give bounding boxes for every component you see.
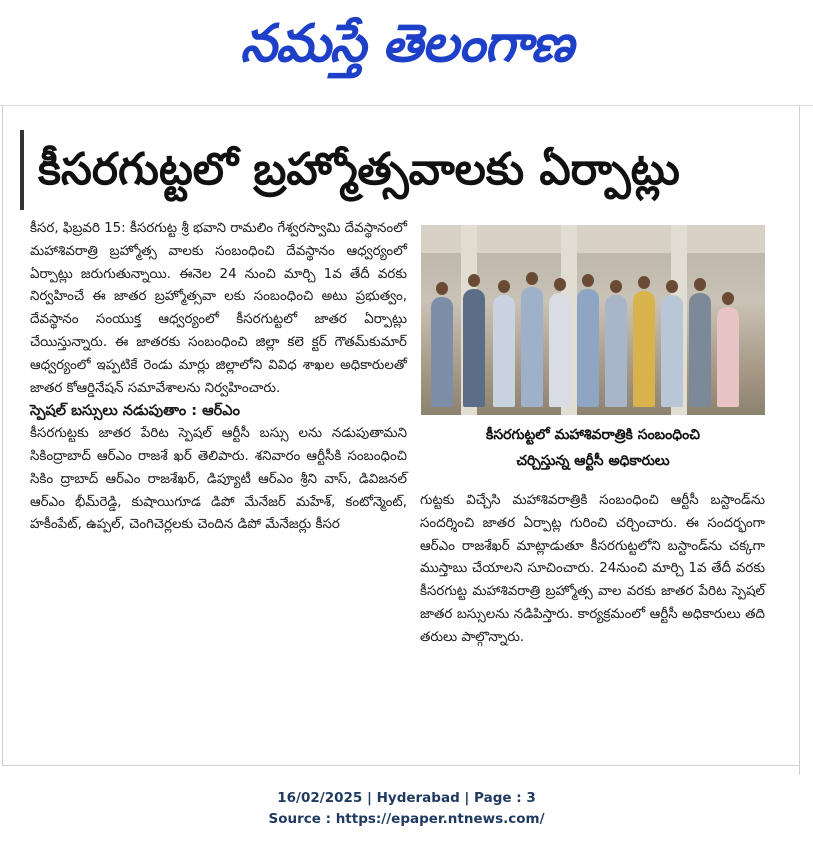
- photo-person: [577, 289, 599, 407]
- page-footer: [0, 788, 813, 830]
- photo-person-head: [666, 280, 678, 293]
- photo-person-head: [498, 280, 510, 293]
- photo-caption-line2: చర్చిస్తున్న ఆర్టీసీ అధికారులు: [516, 453, 670, 469]
- page-border-left: [2, 105, 3, 765]
- photo-person: [661, 295, 683, 407]
- page-border-right: [799, 105, 800, 775]
- photo-person-head: [554, 278, 566, 291]
- photo-person: [633, 291, 655, 407]
- newspaper-masthead: నమస్తే తెలంగాణ: [240, 13, 573, 74]
- paragraph-intro: కీసర, ఫిబ్రవరి 15: కీసరగుట్ట శ్రీ భవాని రామలిం గేశ్వరస్వామి దేవస్థానంలో మహాశివరాత్రి బ్రహ్మోత్స వాలకు సంబంధించి దేవస్థానం ఆధ్వర్యంలో ఏర్పాట్లు జరుగుతున్నాయి. ఈనెల 24 నుంచి మార్చి 1వ తేదీ వరకు నిర్వహించే ఈ జాతర బ్రహ్మోత్సవా లకు సంబంధించి అటు ప్రభుత్వం, దేవస్థానం సంయుక్త ఆధ్వర్యంలో కీసరగుట్టలో జాతర ఏర్పాట్లు చేయిస్తున్నారు. ఈ జాతరకు సంబంధించి జిల్లా కలె క్టర్ గౌతమ్‌కుమార్ ఆధ్వర్యంలో ఇప్పటికే రెండు మార్లు జిల్లాలోని వివిధ శాఖల అధికారులతో జాతర కోఆర్డినేషన్ సమావేశాలను నిర్వహించారు.: [30, 221, 407, 396]
- footer-date-edition: 16/02/2025 | Hyderabad | Page : 3: [277, 790, 536, 806]
- photo-caption-line1: కీసరగుట్టలో మహాశివరాత్రికి సంబంధించి: [486, 427, 700, 443]
- photo-person: [689, 293, 711, 407]
- article-headline: కీసరగుట్టలో బ్రహ్మోత్సవాలకు ఏర్పాట్లు: [20, 130, 798, 210]
- news-photo: [421, 225, 765, 415]
- photo-person-head: [436, 282, 448, 295]
- photo-person-head: [468, 274, 480, 287]
- page-border-top: [0, 105, 813, 106]
- page-border-bottom: [2, 765, 800, 766]
- photo-person-head: [694, 278, 706, 291]
- photo-person: [605, 295, 627, 407]
- article-body-right: గుట్టకు విచ్చేసి మహాశివరాత్రికి సంబంధించి ఆర్టీసీ బస్టాండ్‌ను సందర్శించి జాతర ఏర్పాట్ల గురించి చర్చించారు. ఈ సందర్భంగా ఆర్‌ఎం రాజశేఖర్ మాట్లాడుతూ కీసరగుట్టలోని బస్టాండ్‌ను చక్కగా ముస్తాబు చేయాలని సూచించారు. 24నుంచి మార్చి 1వ తేదీ వరకు కీసరగుట్ట మహాశివరాత్రి బ్రహ్మోత్స వాల వరకు జాతర పేరిట స్పెషల్ జాతర బస్సులను నడిపిస్తారు. కార్యక్రమంలో ఆర్టీసీ అధికారులు తది తరులు పాల్గొన్నారు.: [420, 493, 765, 645]
- photo-person-head: [722, 292, 734, 305]
- article-body-left: [30, 218, 407, 537]
- photo-person: [463, 289, 485, 407]
- paragraph-buses: కీసరగుట్టకు జాతర పేరిట స్పెషల్ ఆర్టీసీ బస్సు లను నడుపుతామని సికింద్రాబాద్ ఆర్‌ఎం రాజశే ఖర్ తెలిపారు. శనివారం ఆర్టీసీకి సంబంధించి సికిం ద్రాబాద్ ఆర్‌ఎం రాజశేఖర్, డిప్యూటీ ఆర్‌ఎం శ్రీని వాస్, డివిజనల్ ఆర్‌ఎం భీమ్‌రెడ్డి, కుషాయిగూడ డిపో మేనేజర్ మహేశ్, కంటోన్మెంట్, హకీంపేట్, ఉప్పల్, చెంగిచెర్లలకు చెందిన డిపో మేనేజర్లు కీసర: [30, 426, 407, 533]
- photo-person: [521, 287, 543, 407]
- photo-person-head: [582, 274, 594, 287]
- photo-person: [493, 295, 515, 407]
- photo-person-head: [638, 276, 650, 289]
- photo-person: [431, 297, 453, 407]
- photo-person-head: [526, 272, 538, 285]
- photo-person-head: [610, 280, 622, 293]
- photo-person: [717, 307, 739, 407]
- photo-caption: [421, 422, 765, 474]
- photo-person: [549, 293, 571, 407]
- footer-source-link[interactable]: Source : https://epaper.ntnews.com/: [268, 811, 545, 827]
- article-subheading: స్పెషల్ బస్సులు నడుపుతాం : ఆర్‌ఎం: [30, 403, 240, 420]
